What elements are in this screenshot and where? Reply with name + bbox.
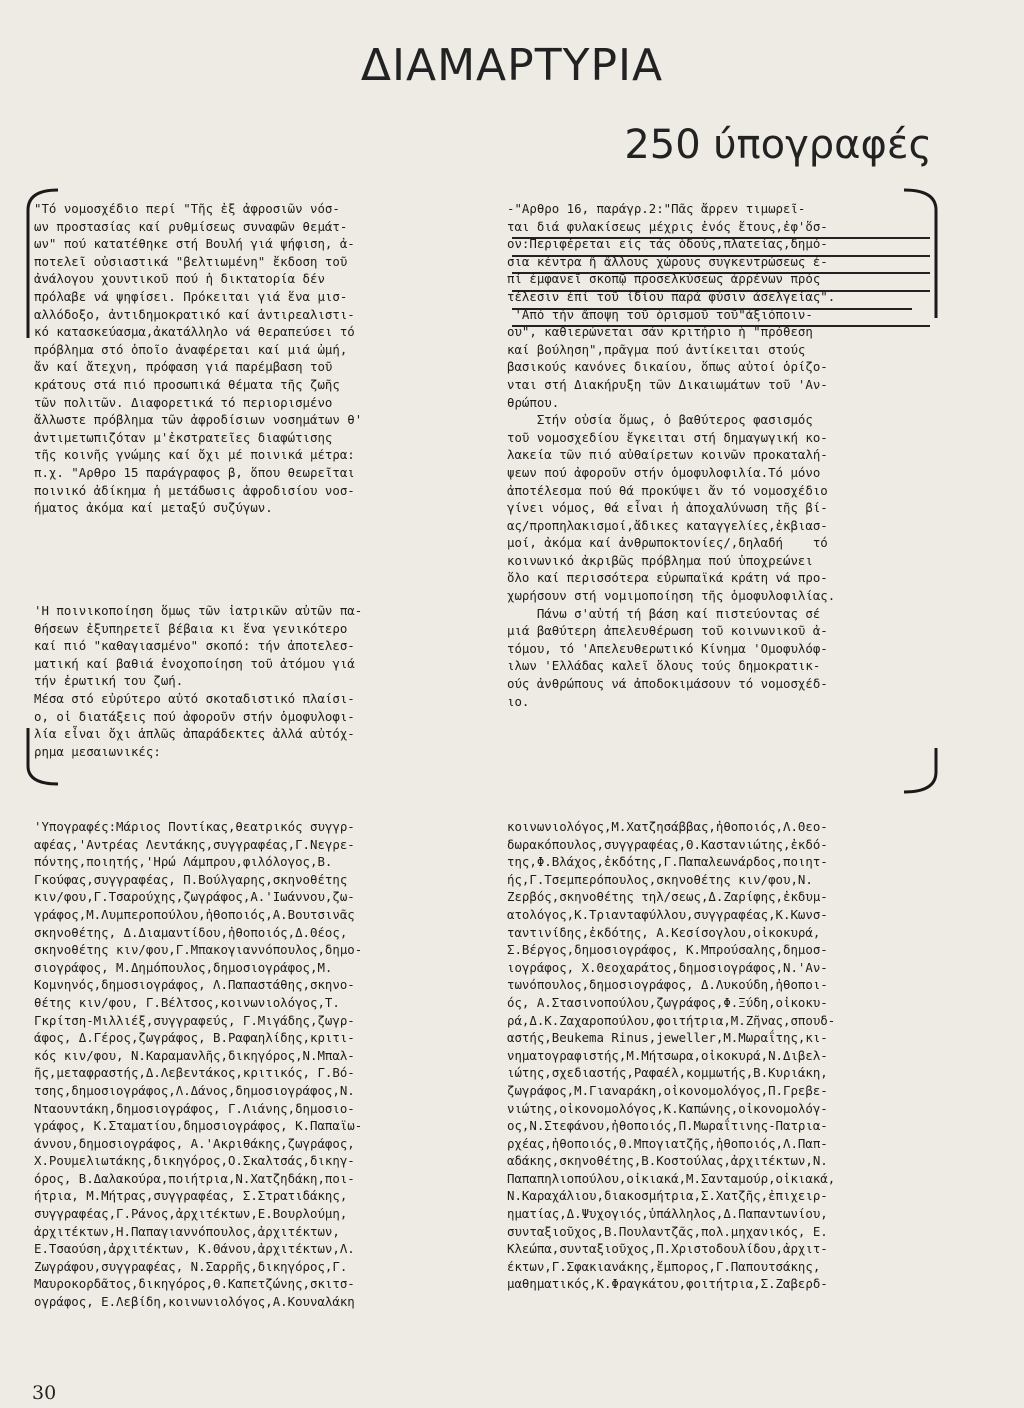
criminalization-paragraph: 'Η ποινικοποίηση ὅμως τῶν ἰατρικῶν αὐτῶν πα- θήσεων ἐξυπηρετεῖ βέβαια κι ἕνα γενικότερο καί πιό "καθαγιασμένο" σκοπό: τήν ἀποτελεσ- ματική καί βαθιά ἐνοχοποίηση τοῦ ἀτόμου γιά τήν ἐρωτική του ζωή. Μέσα στό εὐρύτερο αὐτό σκοταδιστικό πλαίσι- ο, οἱ διατάξεις πού ἀφοροῦν στήν ὁμοφυλοφι- λία εἶναι ὄχι ἁπλῶς ἀπαράδεκτες ἀλλά αὐτόχ- ρημα μεσαιωνικές: xyxy=(34,603,363,759)
intro-paragraph: "Τό νομοσχέδιο περί "Τῆς ἐξ ἀφροσιῶν νόσ- ων προστασίας καί ρυθμίσεως συναφῶν θεμάτ- ων" πού κατατέθηκε στή Βουλή γιά ψήφιση, ἀ- ποτελεῖ οὐσιαστικά "βελτιωμένη" ἔκδοση τοῦ ἀνάλογου χουντικοῦ πού ἡ δικτατορία δέν πρόλαβε νά ψηφίσει. Πρόκειται γιά ἕνα μισ- αλλόδοξο, ἀντιδημοκρατικό καί ἀντιρεαλιστι- κό κατασκεύασμα,ἀκατάλληλο νά θεραπεύσει τό πρόβλημα στό ὁποῖο ἀναφέρεται καί μιά ὠμή, ἄν καί ἄτεχνη, πρόφαση γιά παρέμβαση τοῦ κράτους στά πιό προσωπικά θέματα τῆς ζωῆς τῶν πολιτῶν. Διαφορετικά τό περιορισμένο ἄλλωστε πρόβλημα τῶν ἀφροδίσιων νοσημάτων θ' ἀντιμετωπιζόταν μ'ἐκστρατεῖες διαφώτισης τῆς κοινῆς γνώμης καί ὄχι μέ ποινικά μέτρα: π.χ. "Αρθρο 15 παράγραφος β, ὅπου θεωρεῖται ποινικό ἀδίκημα ἡ μετάδωσις ἀφροδισίου νοσ- ήματος ἀκόμα καί μεταξύ συζύγων. xyxy=(34,201,363,516)
page-number: 30 xyxy=(32,1382,57,1404)
signatures-right-column: κοινωνιολόγος,Μ.Χατζησάββας,ἠθοποιός,Λ.Θεο- δωρακόπουλος,συγγραφέας,Θ.Καστανιώτης,ἐκδό- της,Φ.Βλάχος,ἐκδότης,Γ.Παπαλεωνάρδος,ποιητ- ής,Γ.Τσεμπερόπουλος,σκηνοθέτης κιν/φου,Ν. Ζερβός,σκηνοθέτης τηλ/σεως,Δ.Ζαρίφης,ἐκδυμ- ατολόγος,Κ.Τριανταφύλλου,συγγραφέας,Κ.Κωνσ- ταντινίδης,ἐκδότης, Α.Κεσίσογλου,οἰκοκυρά, Σ.Βέργος,δημοσιογράφος, Κ.Μπρούσαλης,δημοσ- ιογράφος, Χ.Θεοχαράτος,δημοσιογράφος,Ν.'Αν- τωνόπουλος,δημοσιογράφος, Δ.Λυκούδη,ἠθοποι- ός, Α.Στασινοπούλου,ζωγράφος,Φ.Ξύδη,οἰκοκυ- ρά,Δ.Κ.Ζαχαροπούλου,φοιτήτρια,Μ.Ζῆνας,σπουδ- αστής,Beukema Rinus,jeweller,Μ.Μωραΐτης,κι- νηματογραφιστής,Μ.Μήτσωρα,οἰκοκυρά,Ν.Διβελ- ιώτης,σχεδιαστής,Ραφαέλ,κομμωτής,Β.Κυριάκη, ζωγράφος,Μ.Γιαναράκη,οἰκονομολόγος,Π.Γρεβε- νιώτης,οἰκονομολόγος,Κ.Καπώνης,οἰκονομολόγ- ος,Ν.Στεφάνου,ἠθοποιός,Π.Μωραΐτινης-Πατρια- ρχέας,ἠθοποιός,Θ.Μπογιατζῆς,ἠθοποιός,Λ.Παπ- αδάκης,σκηνοθέτης,Β.Κοστούλας,ἀρχιτέκτων,Ν. Παπαπηλιοπούλου,οἰκιακά,Μ.Σανταμούρ,οἰκιακά, Ν.Καραχάλιου,διακοσμήτρια,Σ.Χατζῆς,ἐπιχειρ- ηματίας,Δ.Ψυχογιός,ὑπάλληλος,Δ.Παπαντωνίου, συνταξιοῦχος,Β.Πουλαντζᾶς,πολ.μηχανικός, Ε. Κλεώπα,συνταξιοῦχος,Π.Χριστοδουλίδου,ἀρχιτ- έκτων,Γ.Σφακιανάκης,ἔμπορος,Γ.Παπουτσάκης, μαθηματικός,Κ.Φραγκάτου,φοιτήτρια,Σ.Ζαβερδ- xyxy=(507,819,836,1292)
article-16-paragraph: -"Αρθρο 16, παράγρ.2:"Πᾶς ἄρρεν τιμωρεῖ- ται διά φυλακίσεως μέχρις ἑνός ἔτους,ἐφ'ὅσ- ον:Περιφέρεται εἰς τάς ὁδούς,πλατείας,δημό- σια κέντρα ἤ ἄλλους χώρους συγκεντρώσεως ἐ- πί ἐμφανεῖ σκοπῷ προσελκύσεως ἀρρένων πρός τέλεσιν ἐπί τοῦ ἰδίου παρά φύσιν ἀσελγείας". 'Από τήν ἄποψη τοῦ ὁρισμοῦ τοῦ"ἀξιόποιν- ου", καθιερώνεται σάν κριτήριο ἡ "πρόθεση καί βούληση",πρᾶγμα πού ἀντίκειται στούς βασικούς κανόνες δικαίου, ὅπως αὐτοί ὁρίζο- νται στή Διακήρυξη τῶν Δικαιωμάτων τοῦ 'Αν- θρώπου. Στήν οὐσία ὅμως, ὁ βαθύτερος φασισμός τοῦ νομοσχεδίου ἔγκειται στή δημαγωγική κο- λακεία τῶν πιό αὐθαίρετων κοινῶν προκαταλή- ψεων πού ἀφοροῦν στήν ὁμοφυλοφιλία.Τό μόνο ἀποτέλεσμα πού θά προκύψει ἄν τό νομοσχέδιο γίνει νόμος, θά εἶναι ἡ ἀποχαλύνωση τῆς βί- ας/προπηλακισμοί,ἄδικες καταγγελίες,ἐκβιασ- μοί, ἀκόμα καί ἀνθρωποκτονίες/,δηλαδή τό κοινωνικό ἀκριβῶς πρόβλημα πού ὑποχρεώνει ὅλο καί περισσότερα εὐρωπαϊκά κράτη νά προ- χωρήσουν στή νομιμοποίηση τῆς ὁμοφυλοφιλίας. Πάνω σ'αὐτή τή βάση καί πιστεύοντας σέ μιά βαθύτερη ἀπελευθέρωση τοῦ κοινωνικοῦ ἀ- τόμου, τό 'Απελευθερωτικό Κίνημα 'Ομοφυλόφ- ιλων 'Ελλάδας καλεῖ ὅλους τούς δημοκρατικ- ούς ἀνθρώπους νά ἀποδοκιμάσουν τό νομοσχέδ- ιο. xyxy=(507,201,836,709)
page-subtitle: 250 ύπογραφές xyxy=(624,122,932,168)
signatures-left-column: 'Υπογραφές:Μάριος Ποντίκας,θεατρικός συγγρ- αφέας,'Αντρέας Λεντάκης,συγγραφέας,Γ.Νεγρε- πόντης,ποιητής,'Ηρώ Λάμπρου,φιλόλογος,Β. Γκούφας,συγγραφέας, Π.Βούλγαρης,σκηνοθέτης κιν/φου,Γ.Τσαρούχης,ζωγράφος,Α.'Ιωάννου,ζω- γράφος,Μ.Λυμπεροπούλου,ἠθοποιός,Α.Βουτσινᾶς σκηνοθέτης, Δ.Διαμαντίδου,ἠθοποιός,Δ.Θέος, σκηνοθέτης κιν/φου,Γ.Μπακογιαννόπουλος,δημο- σιογράφος, Μ.Δημόπουλος,δημοσιογράφος,Μ. Κομνηνός,δημοσιογράφος, Λ.Παπαστάθης,σκηνο- θέτης κιν/φου, Γ.Βέλτσος,κοινωνιολόγος,Τ. Γκρίτση-Μιλλιέξ,συγγραφεύς, Γ.Μιγάδης,ζωγρ- άφος, Δ.Γέρος,ζωγράφος, Β.Ραφαηλίδης,κριτι- κός κιν/φου, Ν.Καραμανλῆς,δικηγόρος,Ν.Μπαλ- ῆς,μεταφραστής,Δ.Λεβεντάκος,κριτικός, Γ.Βό- τσης,δημοσιογράφος,Λ.Δάνος,δημοσιογράφος,Ν. Νταουντάκη,δημοσιογράφος, Γ.Λιάνης,δημοσιο- γράφος, Κ.Σταματίου,δημοσιογράφος, Κ.Παπαϊω- άννου,δημοσιογράφος, Α.'Ακριθάκης,ζωγράφος, Χ.Ρουμελιωτάκης,δικηγόρος,Ο.Σκαλτσάς,δικηγ- όρος, Β.Δαλακούρα,ποιήτρια,Ν.Χατζηδάκη,ποι- ήτρια, Μ.Μήτρας,συγγραφέας, Σ.Στρατιδάκης, συγγραφέας,Γ.Ράνος,ἀρχιτέκτων,Ε.Βουρλούμη, ἀρχιτέκτων,Η.Παπαγιαννόπουλος,ἀρχιτέκτων, Ε.Τσαούση,ἀρχιτέκτων, Κ.Θάνου,ἀρχιτέκτων,Λ. Ζωγράφου,συγγραφέας, Ν.Σαρρῆς,δικηγόρος,Γ. Μαυροκορδᾶτος,δικηγόρος,Θ.Καπετζώνης,σκιτσ- ογράφος, Ε.Λεβίδη,κοινωνιολόγος,Α.Κουναλάκη xyxy=(34,819,363,1310)
page-title: ΔΙΑΜΑΡΤΥΡΙΑ xyxy=(360,40,664,91)
